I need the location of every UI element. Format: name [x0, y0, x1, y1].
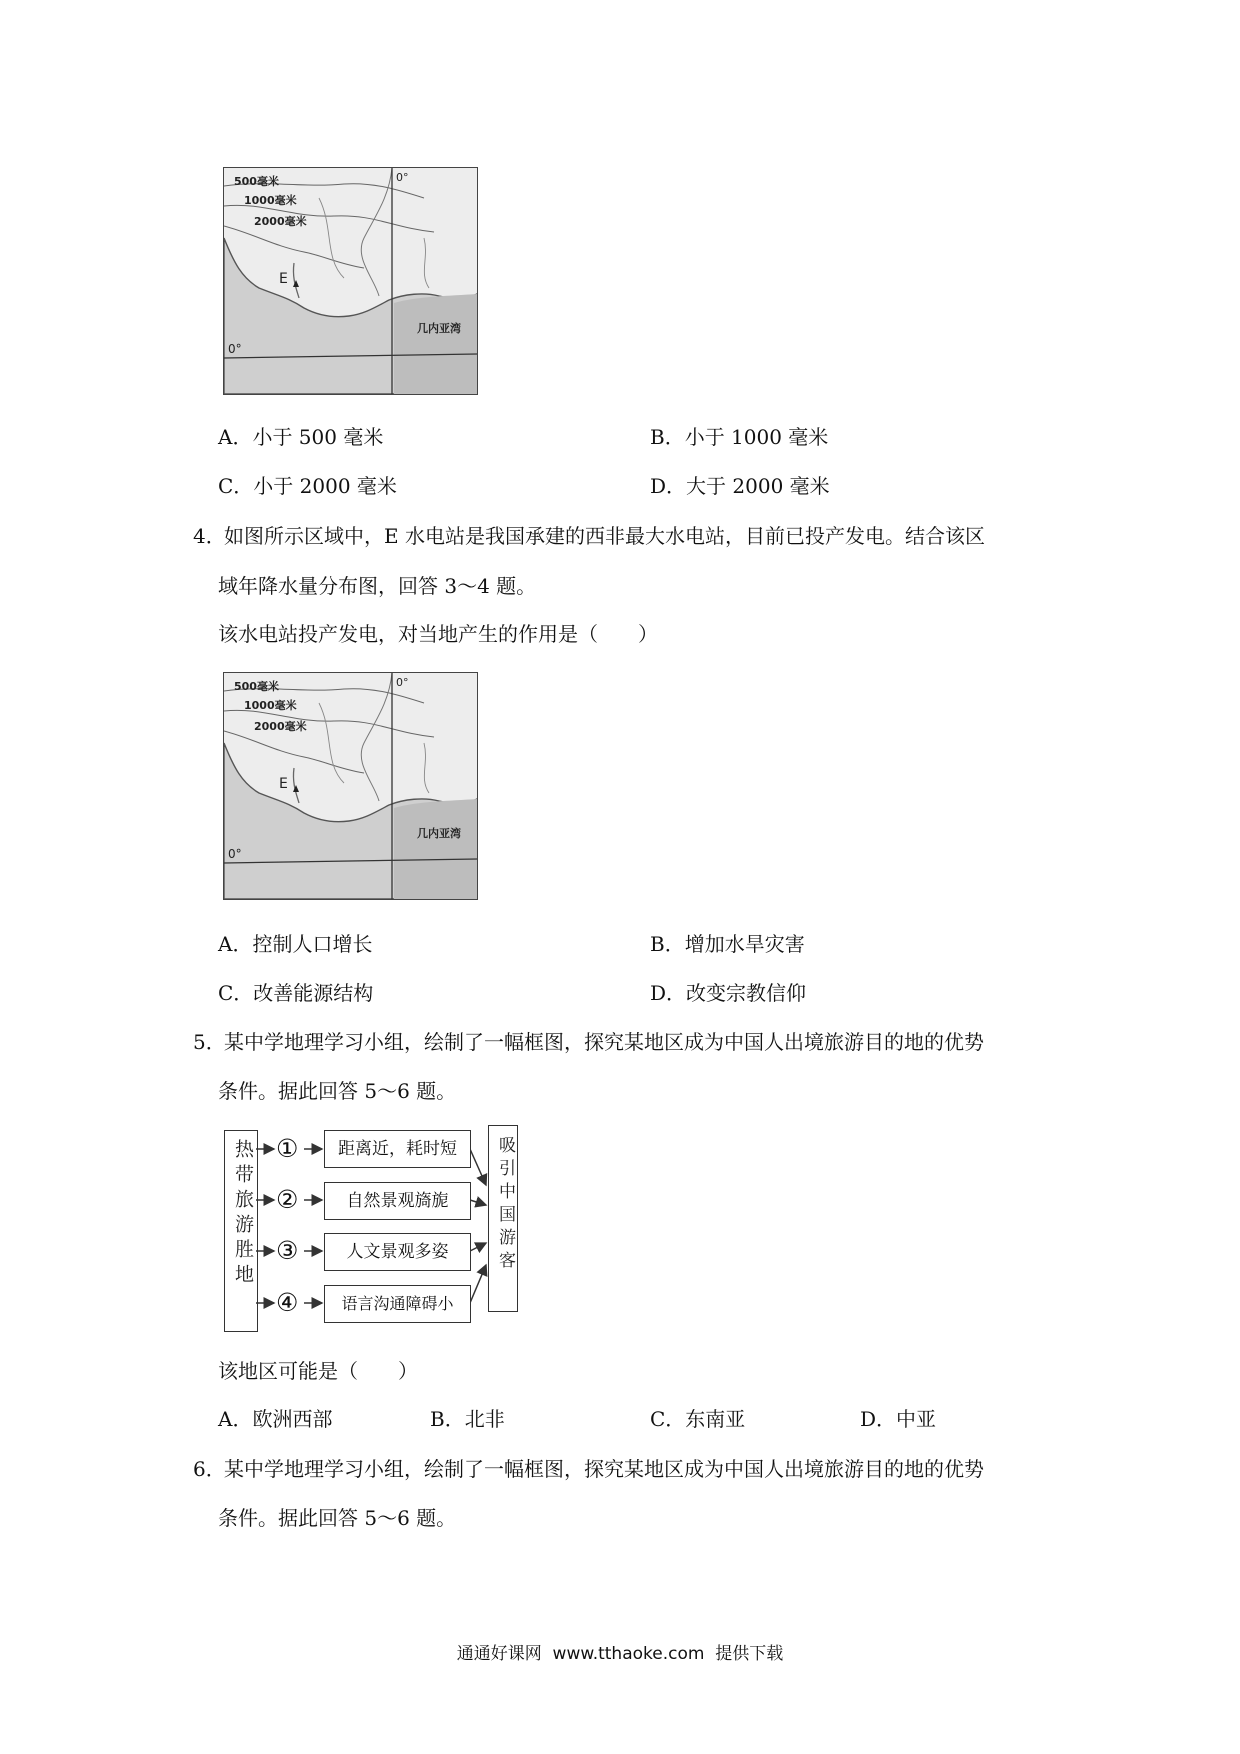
flowchart-item-box-3 [324, 1233, 471, 1271]
flowchart-marker-1: ① [276, 1134, 299, 1163]
precipitation-map-2 [223, 672, 478, 900]
q3-option-d: D．大于 2000 毫米 [650, 474, 830, 498]
isohyet-500-label: 500毫米 [234, 680, 279, 693]
equator-label: 0° [228, 847, 242, 861]
flowchart [224, 1125, 519, 1335]
flowchart-left-text: 热带旅游胜地 [232, 1139, 254, 1289]
isohyet-2000-label: 2000毫米 [254, 720, 307, 733]
q4-option-a: A．控制人口增长 [218, 932, 373, 956]
q5-option-a: A．欧洲西部 [218, 1407, 333, 1431]
q4-option-c: C．改善能源结构 [218, 981, 374, 1005]
flowchart-item-4: 语言沟通障碍小 [341, 1294, 454, 1313]
q6-stem-line1: 某中学地理学习小组，绘制了一幅框图，探究某地区成为中国人出境旅游目的地的优势 [224, 1457, 984, 1481]
gulf-label: 几内亚湾 [417, 322, 461, 335]
flowchart-item-1: 距离近，耗时短 [338, 1139, 457, 1159]
meridian-label: 0° [396, 676, 409, 689]
station-e-label: E [279, 776, 288, 792]
gulf-label: 几内亚湾 [417, 827, 461, 840]
station-e-label: E [279, 271, 288, 287]
q4-question: 该水电站投产发电，对当地产生的作用是（ ） [218, 622, 658, 646]
q5-option-d: D．中亚 [860, 1407, 937, 1431]
q3-option-b: B．小于 1000 毫米 [650, 425, 829, 449]
flowchart-item-3: 人文景观多姿 [346, 1242, 449, 1262]
flowchart-right-box [488, 1125, 518, 1312]
equator-label: 0° [228, 342, 242, 356]
isohyet-500-label: 500毫米 [234, 175, 279, 188]
isohyet-1000-label: 1000毫米 [244, 194, 297, 207]
page-footer: 通通好课网 www.tthaoke.com 提供下载 [456, 1644, 784, 1664]
isohyet-2000-label: 2000毫米 [254, 215, 307, 228]
precipitation-map-1 [223, 167, 478, 395]
q6-number: 6． [193, 1457, 226, 1481]
flowchart-item-2: 自然景观旖旎 [346, 1191, 449, 1211]
q4-option-d: D．改变宗教信仰 [650, 981, 807, 1005]
flowchart-item-box-2 [324, 1182, 471, 1220]
flowchart-item-box-1 [324, 1130, 471, 1168]
q4-stem-line1: 如图所示区域中，E 水电站是我国承建的西非最大水电站，目前已投产发电。结合该区 [224, 524, 985, 548]
flowchart-marker-3: ③ [276, 1236, 299, 1265]
q4-option-b: B．增加水旱灾害 [650, 932, 805, 956]
q5-stem-line1: 某中学地理学习小组，绘制了一幅框图，探究某地区成为中国人出境旅游目的地的优势 [224, 1030, 984, 1054]
q5-stem-line2: 条件。据此回答 5～6 题。 [218, 1079, 457, 1103]
q6-stem-line2: 条件。据此回答 5～6 题。 [218, 1506, 457, 1530]
q3-option-c: C．小于 2000 毫米 [218, 474, 397, 498]
q4-number: 4． [193, 524, 226, 548]
isohyet-1000-label: 1000毫米 [244, 699, 297, 712]
meridian-label: 0° [396, 171, 409, 184]
q5-question: 该地区可能是（ ） [218, 1359, 418, 1383]
q5-option-c: C．东南亚 [650, 1407, 746, 1431]
q5-option-b: B．北非 [430, 1407, 505, 1431]
flowchart-item-box-4 [324, 1285, 471, 1323]
flowchart-marker-4: ④ [276, 1288, 299, 1317]
flowchart-right-text: 吸引中国游客 [495, 1136, 515, 1274]
flowchart-marker-2: ② [276, 1185, 299, 1214]
q5-number: 5． [193, 1030, 226, 1054]
q4-stem-line2: 域年降水量分布图，回答 3～4 题。 [218, 574, 537, 598]
q3-option-a: A．小于 500 毫米 [218, 425, 384, 449]
